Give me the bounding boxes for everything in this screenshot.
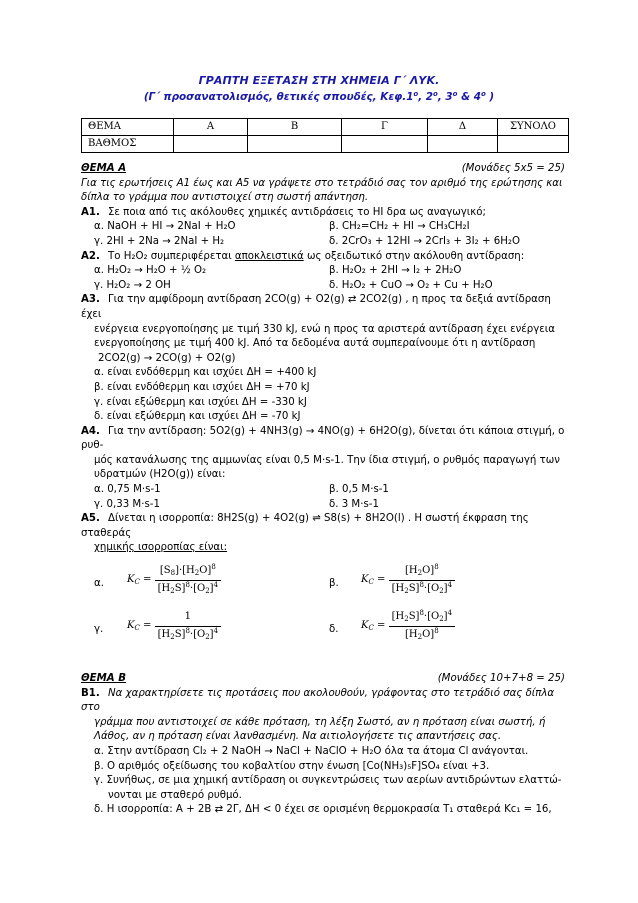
option-b: β. 0,5 M·s-1 bbox=[329, 484, 389, 496]
option-c: γ. H₂O₂ → 2 OH bbox=[94, 279, 171, 291]
question-text-line1: Για την αντίδραση: 5O2(g) + 4NH3(g) → 4NO(g) + 6H2O(g), δίνεται ότι κάποια στιγμή, ο ρυθ- bbox=[81, 425, 565, 452]
kc-options-row1 bbox=[81, 564, 571, 604]
thema-a-section bbox=[81, 162, 571, 650]
question-number: Α2. bbox=[81, 250, 100, 262]
question-text-line3: Λάθος, αν η πρόταση είναι λανθασμένη. Να αιτιολογήσετε τις απαντήσεις σας. bbox=[94, 731, 502, 743]
score-row-label: ΒΑΘΜΟΣ bbox=[82, 136, 174, 153]
option-b-label: β. bbox=[329, 578, 339, 590]
option-a: α. H₂O₂ → H₂O + ½ O₂ bbox=[94, 265, 207, 277]
option-a: α. Στην αντίδραση Cl₂ + 2 NaOH → NaCl + NaClO + H₂O όλα τα άτομα Cl ανάγονται. bbox=[94, 745, 529, 757]
exam-subtitle: (Γ΄ προσανατολισμός, θετικές σπουδές, $K\varepsilon\varphi.1^o$, $2^o$, $3^o$ & $4^o$ ) bbox=[143, 90, 495, 103]
score-col-c: Γ bbox=[342, 119, 428, 136]
thema-b-title: ΘΕΜΑ Β bbox=[81, 673, 126, 684]
score-cell bbox=[248, 136, 342, 153]
option-c: γ. 2HI + 2Na → 2NaI + H₂ bbox=[94, 235, 225, 247]
question-a2 bbox=[81, 250, 571, 294]
score-col-thema: ΘΕΜΑ bbox=[82, 119, 174, 136]
question-text-line1: Να χαρακτηρίσετε τις προτάσεις που ακολουθούν, γράφοντας στο τετράδιό σας δίπλα στο bbox=[81, 687, 555, 714]
question-a5 bbox=[81, 512, 571, 650]
question-text-line2: μός κατανάλωσης της αμμωνίας είναι 0,5 M·s-1. Την ίδια στιγμή, ο ρυθμός παραγωγή των bbox=[94, 454, 560, 466]
option-b: β. H₂O₂ + 2HI → I₂ + 2H₂O bbox=[329, 265, 462, 277]
option-c-label: γ. bbox=[94, 624, 104, 636]
question-text-line1: Δίνεται η ισορροπία: 8H2S(g) + 4O2(g) ⇌ S8(s) + 8H2O(l) . Η σωστή έκφραση της σταθεράς bbox=[81, 513, 529, 539]
score-table bbox=[81, 118, 569, 153]
option-d: δ. Η ισορροπία: A + 2B ⇄ 2Γ, ΔH < 0 έχει σε ορισμένη θερμοκρασία T₁ σταθερά Kc₁ = 16, bbox=[94, 804, 552, 816]
thema-a-intro: Για τις ερωτήσεις Α1 έως και Α5 να γράψετε στο τετράδιό σας τον αριθμό της ερώτησης και δίπλα το γράμμα που αντιστοιχεί στη σωστή απάντηση. bbox=[81, 177, 563, 204]
kc-expression-b: $K_C$ = $\frac{[H_2O]^8}{[H_2S]^8\cdot[O_2]^4}$ bbox=[361, 564, 455, 596]
option-d: δ. 3 M·s-1 bbox=[329, 498, 379, 510]
option-d: δ. 2CrO₃ + 12HI → 2CrI₃ + 3I₂ + 6H₂O bbox=[329, 235, 520, 247]
option-c: γ. 0,33 M·s-1 bbox=[94, 498, 160, 510]
thema-a-title: ΘΕΜΑ Α bbox=[81, 163, 127, 174]
option-d: δ. είναι εξώθερμη και ισχύει ΔH = -70 kJ bbox=[94, 411, 301, 423]
option-b: β. είναι ενδόθερμη και ισχύει ΔH = +70 kJ bbox=[94, 381, 310, 393]
option-d: δ. H₂O₂ + CuO → O₂ + Cu + H₂O bbox=[329, 279, 493, 291]
kc-expression-a: $K_C$ = $\frac{[S_8]\cdot[H_2O]^8}{[H_2S]^8\cdot[O_2]^4}$ bbox=[127, 564, 221, 596]
score-col-a: Α bbox=[174, 119, 248, 136]
score-cell bbox=[428, 136, 498, 153]
question-text-underlined: αποκλειστικά bbox=[234, 250, 304, 262]
score-cell bbox=[342, 136, 428, 153]
thema-b-section bbox=[81, 672, 571, 818]
question-number: Α5. bbox=[81, 513, 100, 525]
option-a-label: α. bbox=[94, 578, 104, 590]
question-number: Β1. bbox=[81, 687, 100, 699]
question-text-line4: 2CO2(g) → 2CO(g) + O2(g) bbox=[98, 352, 236, 364]
score-col-d: Δ bbox=[428, 119, 498, 136]
option-b: β. Ο αριθμός οξείδωσης του κοβαλτίου στην ένωση [Co(NH₃)₅F]SO₄ είναι +3. bbox=[94, 760, 490, 772]
score-table-header-row bbox=[82, 119, 569, 136]
score-cell bbox=[174, 136, 248, 153]
kc-expression-c: $K_C$ = $\frac{1}{[H_2S]^8\cdot[O_2]^4}$ bbox=[127, 610, 221, 642]
question-text: ως οξειδωτικό στην ακόλουθη αντίδραση: bbox=[303, 250, 525, 262]
score-col-b: Β bbox=[248, 119, 342, 136]
option-a: α. είναι ενδόθερμη και ισχύει ΔH = +400 kJ bbox=[94, 367, 317, 379]
option-c: γ. είναι εξώθερμη και ισχύει ΔH = -330 kJ bbox=[94, 396, 307, 408]
question-text-line2: γράμμα που αντιστοιχεί σε κάθε πρόταση, τη λέξη Σωστό, αν η πρόταση είναι σωστή, ή bbox=[94, 716, 546, 728]
option-b: β. CH₂=CH₂ + HI → CH₃CH₂I bbox=[329, 221, 470, 233]
question-a3 bbox=[81, 293, 571, 424]
option-d-label: δ. bbox=[329, 624, 339, 636]
thema-b-marks: (Μονάδες 10+7+8 = 25) bbox=[437, 673, 565, 684]
question-text-line3: ενεργοποίησης με τιμή 400 kJ. Από τα δεδομένα αυτά συμπεραίνουμε ότι η αντίδραση bbox=[94, 338, 536, 350]
kc-expression-d: $K_C$ = $\frac{[H_2S]^8\cdot[O_2]^4}{[H_2O]^8}$ bbox=[361, 610, 455, 642]
question-number: Α4. bbox=[81, 425, 100, 437]
question-text: Το H₂O₂ συμπεριφέρεται bbox=[108, 250, 235, 262]
question-number: Α3. bbox=[81, 294, 100, 306]
score-col-total: ΣΥΝΟΛΟ bbox=[498, 119, 569, 136]
question-a4 bbox=[81, 425, 571, 513]
exam-title: ΓΡΑΠΤΗ ΕΞΕΤΑΣΗ ΣΤΗ ΧΗΜΕΙΑ Γ΄ ΛΥΚ. bbox=[198, 74, 440, 87]
option-a: α. 0,75 M·s-1 bbox=[94, 484, 161, 496]
option-c-cont: νονται με σταθερό ρυθμό. bbox=[108, 789, 242, 801]
score-table-grade-row bbox=[82, 136, 569, 153]
question-b1 bbox=[81, 687, 571, 818]
question-text-line2: ενέργεια ενεργοποίησης με τιμή 330 kJ, ενώ η προς τα αριστερά αντίδραση έχει ενέργεια bbox=[94, 323, 555, 335]
kc-options-row2 bbox=[81, 610, 571, 650]
option-c: γ. Συνήθως, σε μια χημική αντίδραση οι συγκεντρώσεις των αερίων αντιδρώντων ελαττώ- bbox=[94, 775, 562, 787]
question-text: Σε ποια από τις ακόλουθες χημικές αντιδράσεις το HI δρα ως αναγωγικό; bbox=[108, 206, 486, 218]
question-text-line2: χημικής ισορροπίας είναι: bbox=[94, 542, 228, 554]
thema-a-marks: (Μονάδες 5x5 = 25) bbox=[461, 163, 565, 174]
score-cell bbox=[498, 136, 569, 153]
option-a: α. NaOH + HI → 2NaI + H₂O bbox=[94, 221, 236, 233]
question-number: Α1. bbox=[81, 206, 100, 218]
question-a1 bbox=[81, 206, 571, 250]
question-text-line3: υδρατμών (H2O(g)) είναι: bbox=[94, 469, 226, 481]
question-text-line1: Για την αμφίδρομη αντίδραση 2CO(g) + O2(g) ⇄ 2CO2(g) , η προς τα δεξιά αντίδραση έχει bbox=[81, 294, 551, 320]
